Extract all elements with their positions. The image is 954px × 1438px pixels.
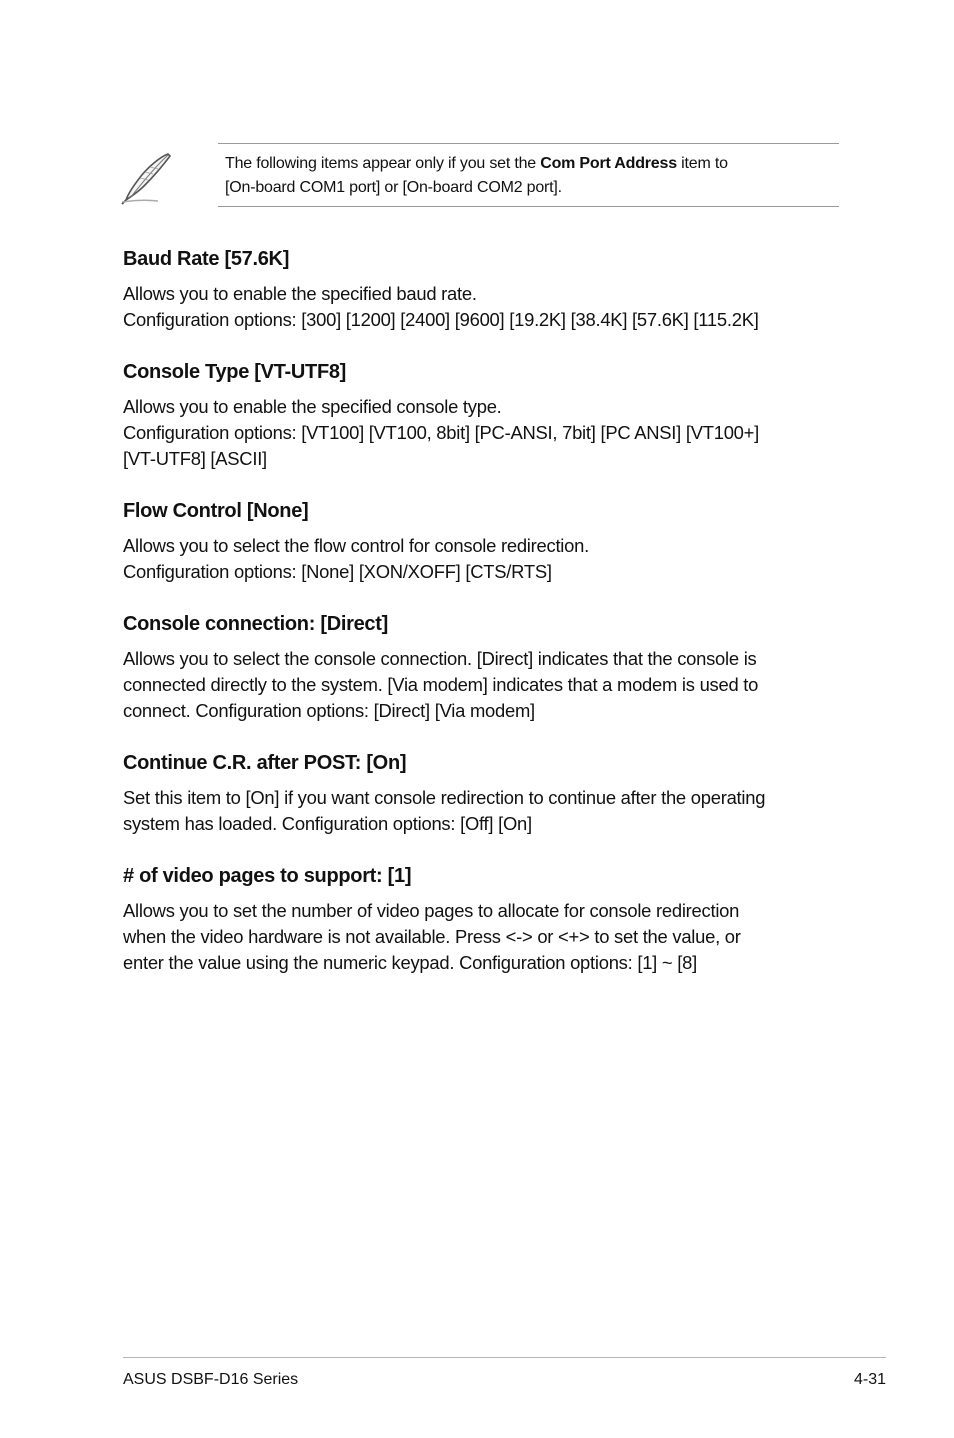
section-title: # of video pages to support: [1]	[123, 865, 412, 887]
body-line: Configuration options: [None] [XON/XOFF] [CTS/RTS]	[123, 561, 552, 582]
section-video-pages	[123, 861, 843, 976]
section-console-connection	[123, 609, 843, 724]
section-title: Baud Rate [57.6K]	[123, 248, 290, 270]
section-body	[123, 533, 843, 585]
section-title: Flow Control [None]	[123, 500, 309, 522]
body-line: Allows you to enable the specified baud rate.	[123, 283, 477, 304]
section-title: Console Type [VT-UTF8]	[123, 361, 347, 383]
body-line: when the video hardware is not available. Press <-> or <+> to set the value, or	[123, 926, 741, 947]
body-line: Set this item to [On] if you want console redirection to continue after the operating	[123, 787, 766, 808]
section-console-type	[123, 357, 843, 472]
section-flow-control	[123, 496, 843, 585]
footer-divider	[123, 1357, 886, 1358]
body-line: system has loaded. Configuration options: [Off] [On]	[123, 813, 532, 834]
note-pen-icon	[118, 150, 176, 206]
section-body	[123, 281, 843, 333]
body-line: Configuration options: [VT100] [VT100, 8bit] [PC-ANSI, 7bit] [PC ANSI] [VT100+]	[123, 422, 759, 443]
content	[123, 244, 843, 1000]
note-text	[225, 152, 825, 200]
note-box	[218, 143, 839, 207]
note-text-after: item to	[676, 155, 728, 172]
body-line: Allows you to select the console connection. [Direct] indicates that the console is	[123, 648, 757, 669]
section-baud-rate	[123, 244, 843, 333]
section-title: Console connection: [Direct]	[123, 613, 388, 635]
section-title: Continue C.R. after POST: [On]	[123, 752, 407, 774]
body-line: [VT-UTF8] [ASCII]	[123, 448, 267, 469]
note-bold-term: Com Port Address	[540, 155, 677, 172]
body-line: Allows you to set the number of video pages to allocate for console redirection	[123, 900, 740, 921]
section-continue-cr	[123, 748, 843, 837]
body-line: connected directly to the system. [Via modem] indicates that a modem is used to	[123, 674, 759, 695]
section-body	[123, 394, 843, 472]
footer-product-name: ASUS DSBF-D16 Series	[123, 1371, 299, 1388]
footer-page-number: 4-31	[853, 1371, 886, 1388]
body-line: connect. Configuration options: [Direct] [Via modem]	[123, 700, 535, 721]
note-text-before: The following items appear only if you set the	[225, 155, 541, 172]
body-line: Configuration options: [300] [1200] [2400] [9600] [19.2K] [38.4K] [57.6K] [115.2K]	[123, 309, 759, 330]
section-body	[123, 646, 843, 724]
body-line: Allows you to select the flow control for console redirection.	[123, 535, 589, 556]
body-line: enter the value using the numeric keypad. Configuration options: [1] ~ [8]	[123, 952, 697, 973]
body-line: Allows you to enable the specified console type.	[123, 396, 502, 417]
section-body	[123, 898, 843, 976]
section-body	[123, 785, 843, 837]
note-text-line2: [On-board COM1 port] or [On-board COM2 port].	[225, 179, 562, 196]
